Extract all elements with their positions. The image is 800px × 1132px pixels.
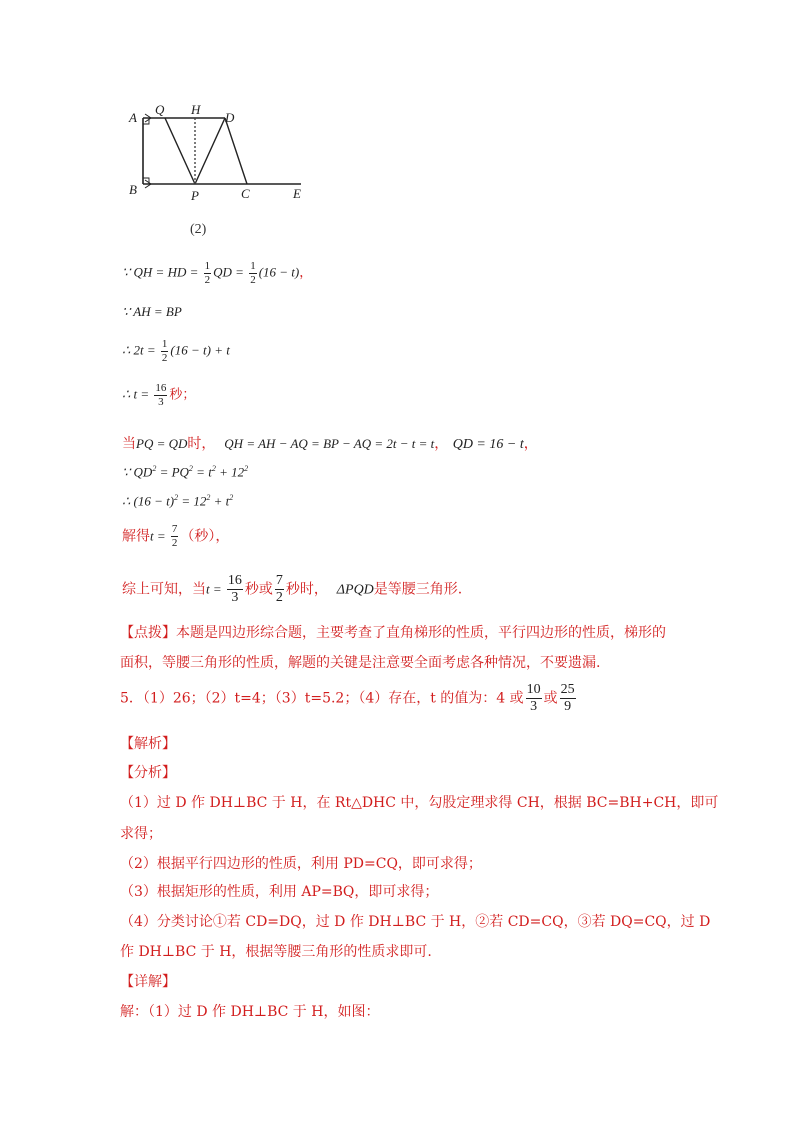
label-D: D (225, 110, 235, 125)
analysis-2: （2）根据平行四边形的性质，利用 PD=CQ，即可求得； (120, 856, 482, 872)
analysis-4-line-1: （4）分类讨论①若 CD=DQ，过 D 作 DH⊥BC 于 H，②若 CD=CQ，③若 DQ=CQ，过 D (120, 914, 711, 930)
analysis-3: （3）根据矩形的性质，利用 AP=BQ，即可求得； (120, 884, 439, 900)
label-Q: Q (155, 102, 165, 117)
label-C: C (241, 186, 250, 201)
q5-answer: 5．（1）26；（2）t=4；（3）t=5.2；（4）存在，t 的值为：4 或 $\frac{10}{3}$ 或 $\frac{25}{9}$ (120, 682, 575, 714)
figure-caption: (2) (190, 222, 207, 237)
line-2t-eq: ∴ 2t = $\frac{1}{2}$ (16 − t) + t (122, 338, 230, 364)
fenxi-heading: 【分析】 (120, 765, 176, 781)
dianbo-line-2: 面积，等腰三角形的性质，解题的关键是注意要全面考虑各种情况，不要遗漏. (120, 655, 601, 671)
geometry-figure (125, 100, 315, 210)
line-qh-eq: ∵ QH = HD = $\frac{1}{2}$ QD = $\frac{1}{2}$ (16 − t)， (122, 260, 313, 286)
line-t-16-3: ∴ t = $\frac{16}{3}$ 秒； (122, 382, 196, 408)
line-solve-7-2: 解得t = $\frac{7}{2}$ （秒）， (122, 523, 230, 549)
xiangjie-heading: 【详解】 (120, 974, 176, 990)
jiexi-heading: 【解析】 (120, 736, 176, 752)
dianbo-line-1: 【点拨】本题是四边形综合题，主要考查了直角梯形的性质，平行四边形的性质，梯形的 (120, 625, 666, 641)
analysis-1-line-1: （1）过 D 作 DH⊥BC 于 H，在 Rt△DHC 中，勾股定理求得 CH，根据 BC=BH+CH，即可 (120, 795, 719, 811)
label-B: B (129, 182, 137, 197)
line-case-pq-qd: 当PQ = QD时， QH = AH − AQ = BP − AQ = 2t − t = t， QD = 16 − t， (122, 436, 538, 452)
line-16-t-squared: ∴ $(16 - t)^2 = 12^2 + t^2$ (122, 493, 234, 509)
line-qd-squared: ∵ $QD^2 = PQ^2 = t^2 + 12^2$ (122, 464, 249, 480)
solution-start: 解：（1）过 D 作 DH⊥BC 于 H，如图： (120, 1004, 380, 1020)
label-E: E (293, 186, 301, 201)
line-conclusion: 综上可知，当t = $\frac{16}{3}$ 秒或 $\frac{7}{2}$ 秒时， ΔPQD是等腰三角形. (122, 573, 463, 605)
analysis-1-line-2: 求得； (120, 826, 162, 842)
label-H: H (191, 102, 201, 117)
analysis-4-line-2: 作 DH⊥BC 于 H，根据等腰三角形的性质求即可. (120, 944, 432, 960)
label-P: P (191, 188, 199, 203)
label-A: A (129, 110, 137, 125)
line-ah-bp: ∵ AH = BP (122, 304, 182, 319)
